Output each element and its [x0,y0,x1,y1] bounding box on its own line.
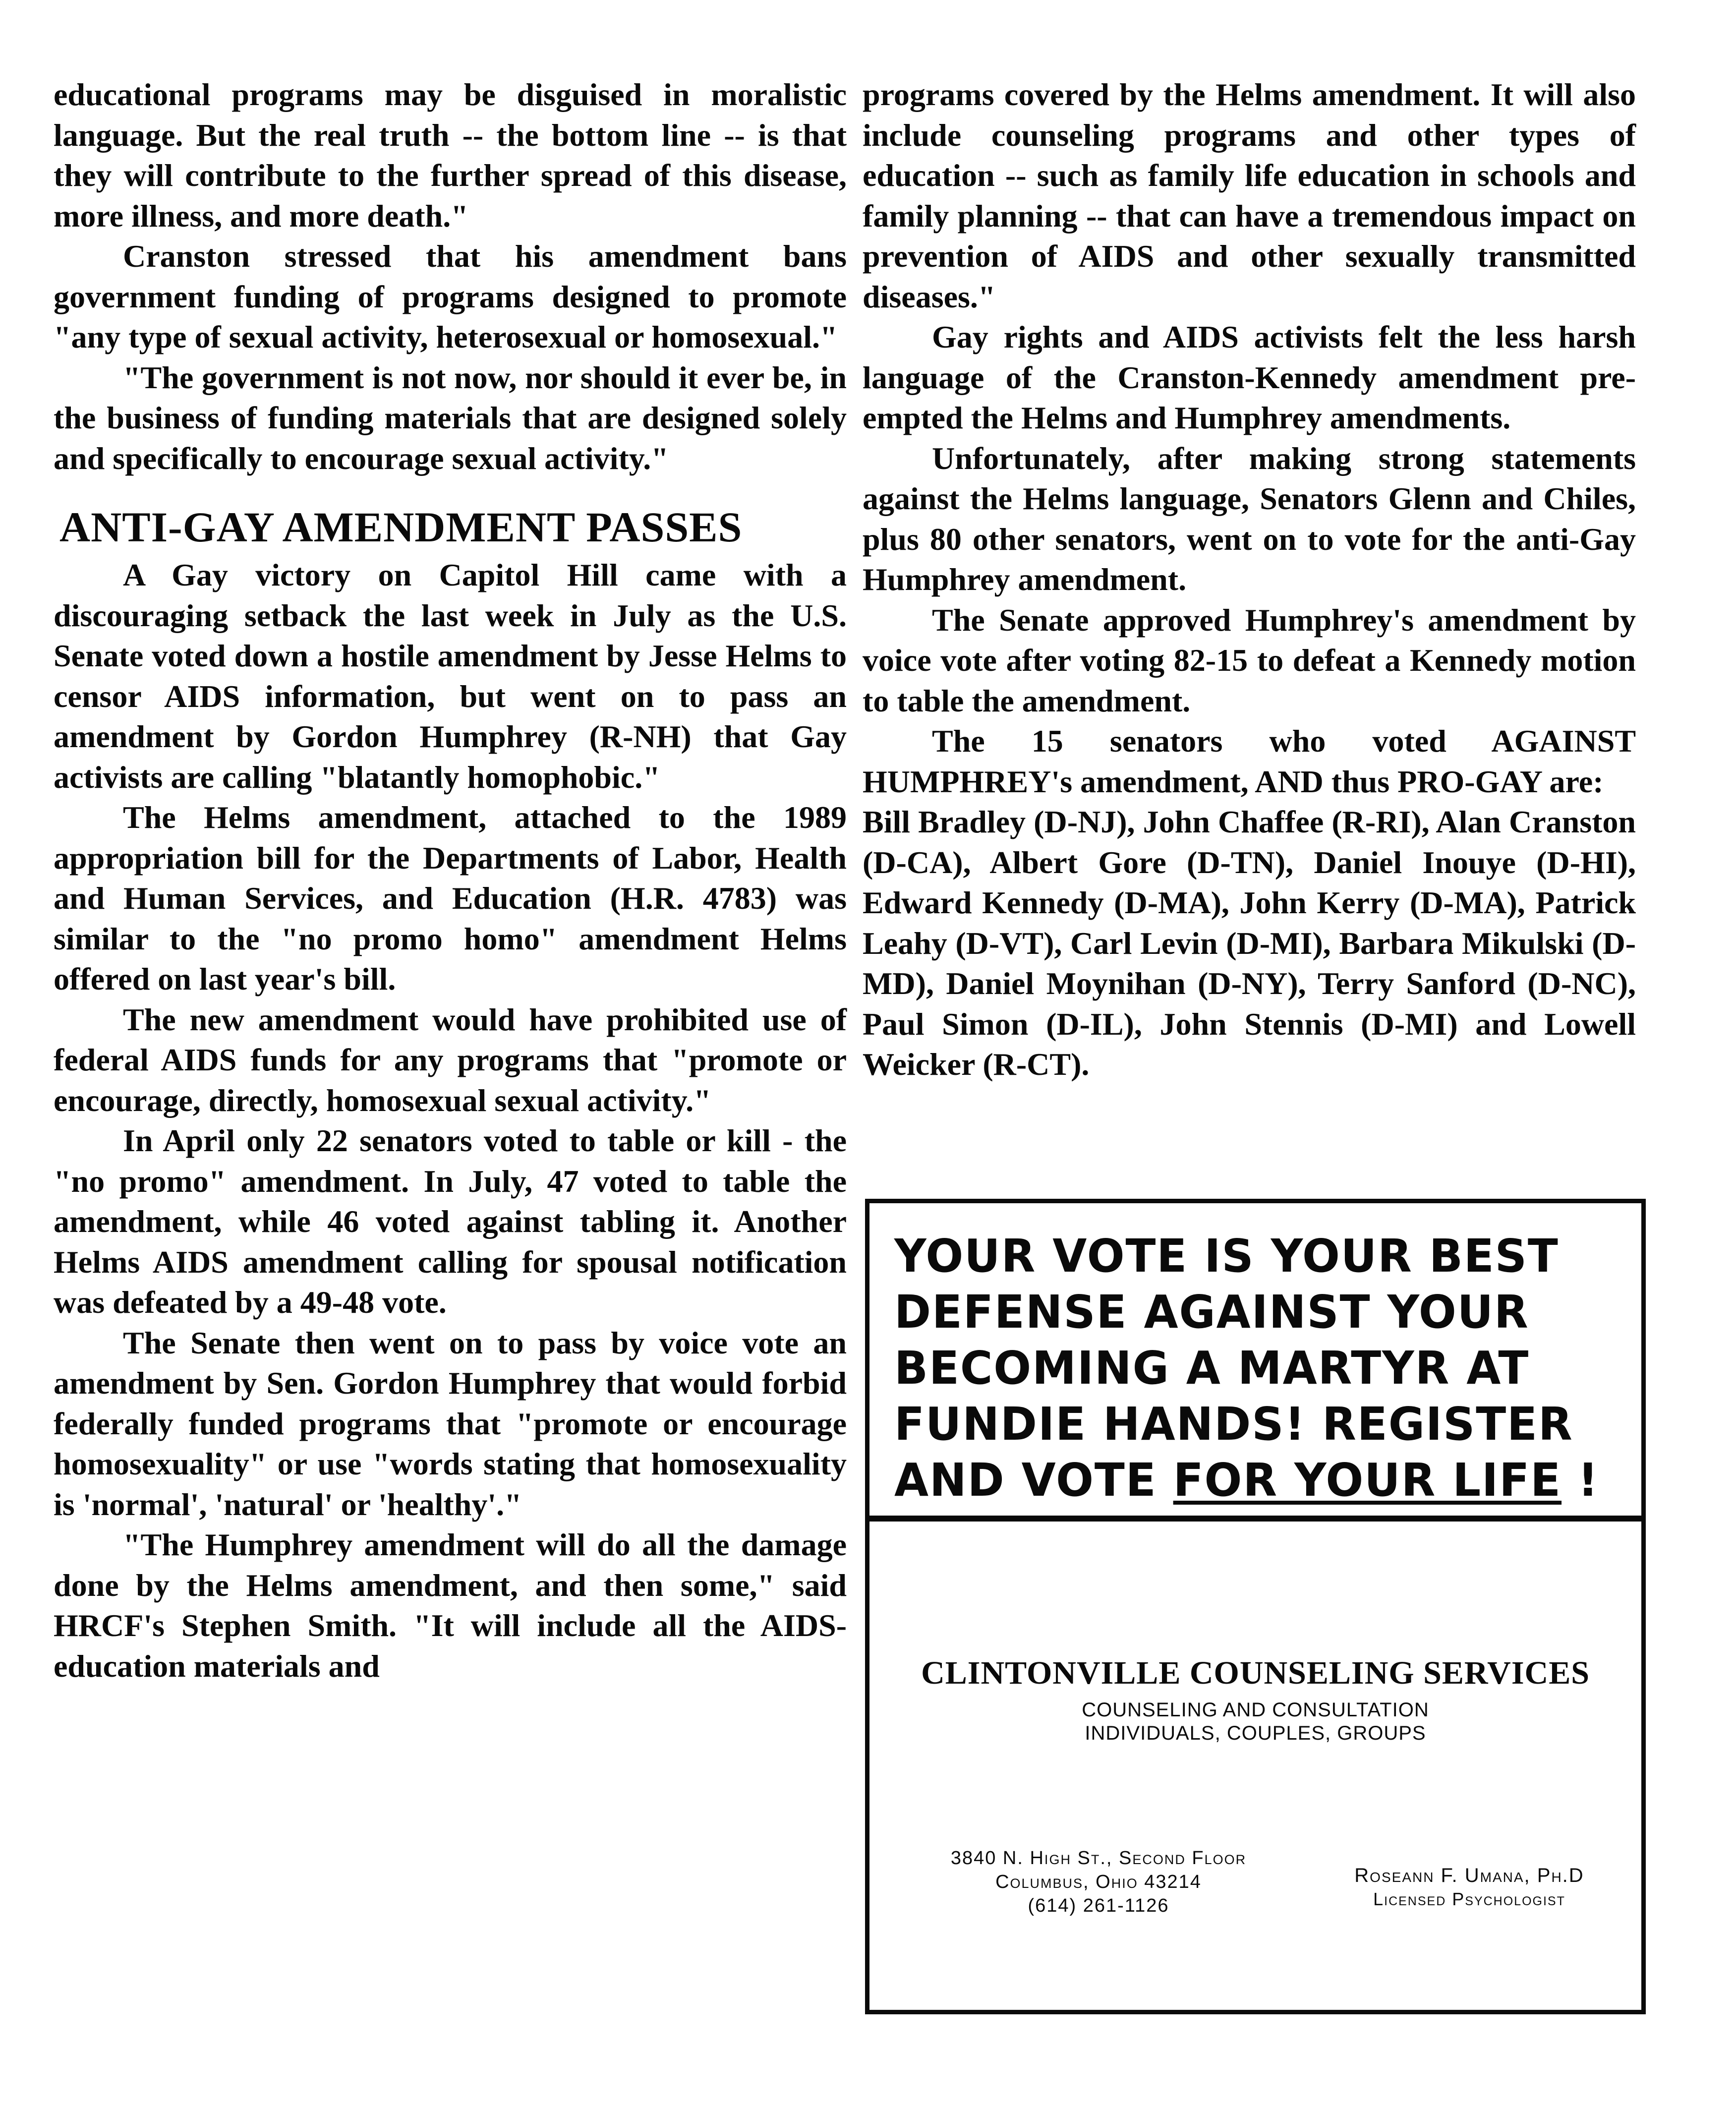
address-line: Columbus, Ohio 43214 [995,1872,1202,1892]
vote-slogan [894,1228,1605,1508]
paragraph: Gay rights and AIDS activists felt the less harsh language of the Cranston-Kennedy amendment pre-empted the Helms and Humphrey amendments. [863,319,1636,435]
paragraph: "The government is not now, nor should it ever be, in the business of funding materials that are designed solely and specifically to encourage sexual activity." [54,359,847,476]
phone-number: (614) 261-1126 [1028,1895,1169,1916]
slogan-prefix: AND VOTE [894,1454,1173,1507]
paragraph: A Gay victory on Capitol Hill came with a discouraging setback the last week in July as the U.S. Senate voted down a hostile amendment by Jesse Helms to censor AIDS information, but went on to pass an amendment by Gordon Humphrey (R-NH) that Gay activists are calling "blatantly homophobic." [54,557,847,795]
person-title: Licensed Psychologist [1373,1889,1565,1909]
left-column [54,74,847,1686]
ad-address [905,1846,1292,1918]
paragraph: The new amendment would have prohibited use of federal AIDS funds for any programs that "promote or encourage, directly, homosexual sexual activity." [54,1001,847,1118]
person-name: Roseann F. Umana, Ph.D [1354,1865,1584,1886]
ad-contact [1296,1864,1643,1911]
slogan-line: YOUR VOTE IS YOUR BEST [894,1230,1559,1283]
right-column [863,74,1636,1085]
slogan-suffix: ! [1562,1454,1599,1507]
paragraph: Cranston stressed that his amendment bans government funding of programs designed to promote "any type of sexual activity, heterosexual or homosexual." [54,238,847,354]
paragraph: Unfortunately, after making strong statements against the Helms language, Senators Glenn and Chiles, plus 80 other senators, went on to vote for the anti-Gay Humphrey amendment. [863,440,1636,597]
paragraph: educational programs may be disguised in moralistic language. But the real truth -- the bottom line -- is that they will contribute to the further spread of this disease, more illness, and more death." [54,77,847,234]
address-line: 3840 N. High St., Second Floor [950,1848,1247,1869]
paragraph: The Senate then went on to pass by voice vote an amendment by Sen. Gordon Humphrey that would forbid federally funded programs that "promote or encourage homosexuality" or use "words stating that homosexuality is 'normal', 'natural' or 'healthy'." [54,1325,847,1522]
paragraph: The Senate approved Humphrey's amendment by voice vote after voting 82-15 to defeat a Kennedy motion to table the amendment. [863,602,1636,718]
vote-advertisement [865,1199,1646,1519]
paragraph: "The Humphrey amendment will do all the damage done by the Helms amendment, and then some," said HRCF's Stephen Smith. "It will include all the AIDS-education materials and [54,1527,847,1684]
ad-subtitle: INDIVIDUALS, COUPLES, GROUPS [1085,1722,1426,1744]
slogan-line: DEFENSE AGAINST YOUR [894,1286,1529,1339]
article-headline: ANTI-GAY AMENDMENT PASSES [59,503,743,551]
paragraph: programs covered by the Helms amendment. It will also include counseling programs and other types of education -- such as family life education in schools and family planning -- that can have a tremendous impact on prevention of AIDS and other sexually transmitted diseases." [863,77,1636,314]
ad-business-name: CLINTONVILLE COUNSELING SERVICES [921,1655,1590,1691]
ad-subtitle: COUNSELING AND CONSULTATION [1082,1699,1429,1721]
senators-list: Bill Bradley (D-NJ), John Chaffee (R-RI), Alan Cranston (D-CA), Albert Gore (D-TN), Daniel Inouye (D-HI), Edward Kennedy (D-MA), John Kerry (D-MA), Patrick Leahy (D-VT), Carl Levin (D-MI), Barbara Mikulski (D-MD), Daniel Moynihan (D-NY), Terry Sanford (D-NC), Paul Simon (D-IL), John Stennis (D-MI) and Lowell Weicker (R-CT). [863,804,1636,1082]
paragraph: In April only 22 senators voted to table or kill - the "no promo" amendment. In July, 47 voted to table the amendment, while 46 voted against tabling it. Another Helms AIDS amendment calling for spousal notification was defeated by a 49-48 vote. [54,1123,847,1320]
slogan-line: FUNDIE HANDS! REGISTER [894,1398,1573,1451]
paragraph: The 15 senators who voted AGAINST HUMPHREY's amendment, AND thus PRO-GAY are: [863,723,1636,799]
counseling-advertisement [865,1519,1646,2014]
paragraph: The Helms amendment, attached to the 1989 appropriation bill for the Departments of Labor, Health and Human Services, and Education (H.R. 4783) was similar to the "no promo homo" amendment Helms offered on last year's bill. [54,800,847,996]
slogan-line [894,1452,1605,1508]
slogan-line: BECOMING A MARTYR AT [894,1342,1530,1395]
slogan-underlined: FOR YOUR LIFE [1173,1454,1562,1507]
